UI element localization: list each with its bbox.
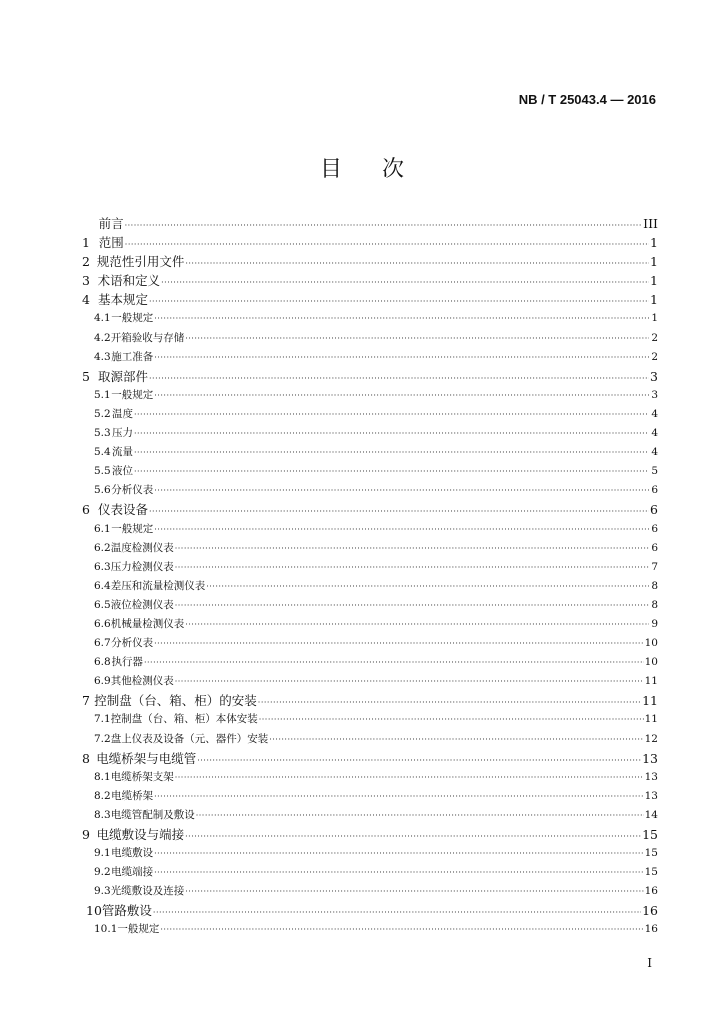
toc-leader-dots bbox=[175, 539, 649, 558]
toc-entry-number: 9 bbox=[82, 827, 90, 842]
toc-leader-dots bbox=[154, 787, 644, 806]
toc-entry-label: 管路敷设 bbox=[101, 903, 152, 919]
toc-entry-label: 电缆敷设与端接 bbox=[96, 827, 185, 842]
toc-leader-dots bbox=[125, 216, 643, 235]
toc-entry-label: 盘上仪表及设备（元、器件）安装 bbox=[110, 732, 269, 745]
toc-entry-label: 一般规定 bbox=[111, 312, 154, 325]
toc-entry-number: 6.9 bbox=[94, 675, 111, 688]
toc-leader-dots bbox=[196, 806, 644, 825]
toc-entry-page: 13 bbox=[644, 770, 658, 783]
toc-entry[interactable] bbox=[82, 825, 658, 844]
toc-entry-number: 1 bbox=[82, 235, 90, 251]
toc-entry[interactable] bbox=[82, 214, 658, 233]
toc-entry-label: 执行器 bbox=[111, 656, 143, 669]
toc-entry-label: 一般规定 bbox=[111, 388, 154, 401]
toc-entry-number: 6.1 bbox=[94, 522, 111, 535]
toc-leader-dots bbox=[154, 520, 649, 539]
toc-entry-label: 开箱验收与存储 bbox=[110, 331, 185, 344]
toc-entry[interactable] bbox=[82, 424, 658, 443]
toc-leader-dots bbox=[154, 863, 644, 882]
toc-entry[interactable] bbox=[82, 901, 658, 920]
standard-code: NB / T 25043.4 — 2016 bbox=[518, 92, 656, 107]
toc-entry-label: 取源部件 bbox=[98, 368, 149, 384]
toc-entry-page: 4 bbox=[651, 407, 658, 420]
toc-entry[interactable] bbox=[82, 405, 658, 424]
toc-entry-number: 9.3 bbox=[94, 885, 111, 898]
toc-leader-dots bbox=[134, 462, 649, 481]
toc-leader-dots bbox=[185, 254, 649, 273]
toc-entry-label: 分析仪表 bbox=[111, 637, 154, 650]
toc-entry-number: 3 bbox=[82, 273, 90, 289]
toc-entry-page: 8 bbox=[651, 579, 658, 592]
toc-entry-page: 6 bbox=[651, 522, 658, 535]
toc-entry-page: 6 bbox=[650, 502, 658, 518]
toc-entry[interactable] bbox=[82, 920, 658, 939]
toc-entry[interactable] bbox=[82, 290, 658, 309]
toc-entry-label: 术语和定义 bbox=[97, 273, 161, 289]
toc-entry-number: 6.8 bbox=[94, 656, 111, 669]
toc-entry-number: 7 bbox=[82, 693, 90, 709]
toc-entry-number: 6 bbox=[82, 502, 90, 518]
toc-entry-number: 5.6 bbox=[94, 484, 111, 497]
toc-entry-number: 2 bbox=[82, 254, 90, 270]
toc-entry[interactable] bbox=[82, 653, 658, 672]
toc-entry[interactable] bbox=[82, 730, 658, 749]
toc-entry[interactable] bbox=[82, 386, 658, 405]
page-number: I bbox=[647, 956, 652, 970]
toc-entry[interactable] bbox=[82, 271, 658, 290]
toc-entry-number: 9.1 bbox=[94, 847, 111, 860]
toc-entry[interactable] bbox=[82, 558, 658, 577]
toc-entry-number: 5.1 bbox=[94, 388, 111, 401]
toc-entry[interactable] bbox=[82, 481, 658, 500]
toc-entry-page: 2 bbox=[651, 331, 658, 344]
toc-entry-label: 流量 bbox=[111, 446, 133, 459]
toc-entry-page: 9 bbox=[651, 617, 658, 630]
toc-leader-dots bbox=[185, 615, 649, 634]
toc-entry[interactable] bbox=[82, 252, 658, 271]
toc-entry-number: 6.5 bbox=[94, 598, 111, 611]
toc-entry-label: 电缆桥架 bbox=[111, 789, 154, 802]
toc-entry-label: 液位检测仪表 bbox=[110, 598, 174, 611]
toc-entry[interactable] bbox=[82, 500, 658, 519]
toc-entry-number: 6.4 bbox=[94, 579, 111, 592]
toc-leader-dots bbox=[154, 348, 649, 367]
toc-entry[interactable] bbox=[82, 634, 658, 653]
toc-entry-label: 温度检测仪表 bbox=[110, 541, 174, 554]
toc-leader-dots bbox=[154, 481, 649, 500]
toc-entry-page: 4 bbox=[651, 446, 658, 459]
toc-entry[interactable] bbox=[82, 768, 658, 787]
toc-entry-label: 仪表设备 bbox=[98, 502, 149, 518]
toc-leader-dots bbox=[161, 273, 649, 292]
toc-entry-number: 4 bbox=[82, 292, 90, 308]
toc-leader-dots bbox=[206, 577, 649, 596]
toc-entry-label: 规范性引用文件 bbox=[96, 254, 185, 270]
toc-entry-label: 施工准备 bbox=[111, 350, 154, 363]
toc-entry[interactable] bbox=[82, 672, 658, 691]
toc-entry-page: 10 bbox=[644, 656, 658, 669]
toc-entry-label: 液位 bbox=[111, 465, 133, 478]
toc-entry[interactable] bbox=[82, 806, 658, 825]
toc-entry-page: 14 bbox=[644, 808, 658, 821]
toc-entry-number: 4.1 bbox=[94, 312, 111, 325]
toc-entry[interactable] bbox=[82, 749, 658, 768]
toc-entry-label: 范围 bbox=[98, 235, 124, 251]
toc-leader-dots bbox=[175, 672, 644, 691]
toc-entry[interactable] bbox=[82, 233, 658, 252]
toc-entry[interactable] bbox=[82, 309, 658, 328]
toc-entry-page: 16 bbox=[644, 885, 658, 898]
toc-leader-dots bbox=[259, 710, 644, 729]
toc-entry-page: 15 bbox=[644, 847, 658, 860]
toc-entry-number: 5.4 bbox=[94, 446, 111, 459]
toc-entry-number: 7.2 bbox=[94, 732, 111, 745]
toc-entry-label: 压力检测仪表 bbox=[110, 560, 174, 573]
toc-leader-dots bbox=[134, 424, 649, 443]
toc-entry[interactable] bbox=[82, 615, 658, 634]
toc-entry[interactable] bbox=[82, 863, 658, 882]
toc-entry-page: 13 bbox=[642, 750, 658, 766]
toc-leader-dots bbox=[134, 443, 649, 462]
toc-entry[interactable] bbox=[82, 348, 658, 367]
toc-entry-number: 8 bbox=[82, 750, 90, 766]
toc-leader-dots bbox=[175, 768, 644, 787]
toc-entry-number: 6.2 bbox=[94, 541, 111, 554]
toc-entry-page: 1 bbox=[650, 273, 658, 289]
toc-entry-page: 1 bbox=[650, 292, 658, 308]
toc-entry-number: 5.2 bbox=[94, 407, 111, 420]
toc-entry[interactable] bbox=[82, 710, 658, 729]
toc-entry-label: 电缆敷设 bbox=[111, 847, 154, 860]
toc-leader-dots bbox=[154, 386, 649, 405]
toc-entry[interactable] bbox=[82, 520, 658, 539]
toc-entry-number: 6.6 bbox=[94, 617, 111, 630]
toc-entry-label: 分析仪表 bbox=[111, 484, 154, 497]
toc-entry-number: 10 bbox=[86, 903, 102, 919]
toc-entry-label: 一般规定 bbox=[111, 522, 154, 535]
toc-entry-page: 6 bbox=[651, 541, 658, 554]
toc-entry-number: 4.3 bbox=[94, 350, 111, 363]
toc-entry-page: 10 bbox=[644, 637, 658, 650]
toc-leader-dots bbox=[154, 634, 644, 653]
toc-entry-label: 控制盘（台、箱、柜）的安装 bbox=[94, 693, 257, 709]
toc-entry-page: 2 bbox=[651, 350, 658, 363]
toc-leader-dots bbox=[134, 405, 649, 424]
toc-entry-page: 15 bbox=[644, 866, 658, 879]
toc-entry-page: 11 bbox=[644, 713, 658, 726]
toc-entry-page: 7 bbox=[651, 560, 658, 573]
toc-leader-dots bbox=[175, 558, 649, 577]
toc-entry-page: III bbox=[643, 216, 658, 231]
toc-entry-label: 电缆管配制及敷设 bbox=[110, 808, 195, 821]
toc-entry-label: 前言 bbox=[98, 216, 124, 231]
toc-entry-label: 其他检测仪表 bbox=[110, 675, 174, 688]
toc-leader-dots bbox=[185, 329, 649, 348]
toc-entry[interactable] bbox=[82, 367, 658, 386]
toc-entry-number: 5.3 bbox=[94, 427, 111, 440]
toc-entry-number: 5.5 bbox=[94, 465, 111, 478]
toc-entry-label: 电缆桥架支架 bbox=[110, 770, 174, 783]
toc-entry-label: 电缆桥架与电缆管 bbox=[96, 750, 197, 766]
toc-entry-number: 9.2 bbox=[94, 866, 111, 879]
toc-entry-page: 16 bbox=[644, 923, 658, 936]
toc-entry-label: 光缆敷设及连接 bbox=[110, 885, 185, 898]
toc-entry-page: 1 bbox=[651, 312, 658, 325]
toc-entry[interactable] bbox=[82, 539, 658, 558]
toc-entry-label: 差压和流量检测仪表 bbox=[110, 579, 206, 592]
toc-entry-page: 3 bbox=[651, 388, 658, 401]
toc-entry-label: 一般规定 bbox=[117, 923, 160, 936]
toc-entry-page: 5 bbox=[651, 465, 658, 478]
toc-leader-dots bbox=[175, 596, 649, 615]
toc-entry-page: 1 bbox=[650, 254, 658, 270]
toc-entry[interactable] bbox=[82, 691, 658, 710]
toc-leader-dots bbox=[269, 730, 643, 749]
toc-entry-number: 8.3 bbox=[94, 808, 111, 821]
toc-leader-dots bbox=[144, 653, 644, 672]
toc-entry-page: 12 bbox=[644, 732, 658, 745]
toc-entry-number: 8.2 bbox=[94, 789, 111, 802]
page-title: 目次 bbox=[319, 157, 444, 182]
toc-entry[interactable] bbox=[82, 882, 658, 901]
toc-leader-dots bbox=[154, 309, 649, 328]
toc-entry[interactable] bbox=[82, 462, 658, 481]
toc-entry-page: 3 bbox=[650, 368, 658, 384]
toc-entry[interactable] bbox=[82, 596, 658, 615]
toc-entry-page: 1 bbox=[650, 235, 658, 251]
toc-leader-dots bbox=[185, 882, 643, 901]
toc-entry-label: 基本规定 bbox=[98, 292, 149, 308]
toc-entry[interactable] bbox=[82, 329, 658, 348]
toc-entry[interactable] bbox=[82, 844, 658, 863]
toc-leader-dots bbox=[125, 235, 649, 254]
toc-entry-label: 温度 bbox=[111, 407, 133, 420]
toc-entry[interactable] bbox=[82, 787, 658, 806]
toc-entry-number: 7.1 bbox=[94, 713, 111, 726]
toc-entry-number: 5 bbox=[82, 368, 90, 384]
toc-leader-dots bbox=[154, 844, 644, 863]
toc-entry-number: 6.3 bbox=[94, 560, 111, 573]
toc-entry[interactable] bbox=[82, 577, 658, 596]
toc-entry-page: 13 bbox=[644, 789, 658, 802]
toc-entry-number: 4.2 bbox=[94, 331, 111, 344]
toc-entry-number: 6.7 bbox=[94, 637, 111, 650]
toc-entry-label: 控制盘（台、箱、柜）本体安装 bbox=[110, 713, 258, 726]
toc-leader-dots bbox=[160, 920, 643, 939]
toc-entry[interactable] bbox=[82, 443, 658, 462]
toc-entry-page: 8 bbox=[651, 598, 658, 611]
toc-entry-page: 16 bbox=[642, 903, 658, 919]
toc-entry-page: 4 bbox=[651, 427, 658, 440]
toc-entry-label: 压力 bbox=[111, 427, 133, 440]
toc-entry-number: 10.1 bbox=[94, 923, 118, 936]
table-of-contents bbox=[82, 214, 658, 940]
toc-entry-page: 11 bbox=[644, 675, 658, 688]
toc-entry-page: 6 bbox=[651, 484, 658, 497]
toc-entry-number: 8.1 bbox=[94, 770, 111, 783]
toc-entry-label: 机械量检测仪表 bbox=[110, 617, 185, 630]
toc-entry-label: 电缆端接 bbox=[111, 866, 154, 879]
toc-entry-page: 11 bbox=[642, 693, 658, 709]
toc-entry-page: 15 bbox=[642, 827, 658, 842]
